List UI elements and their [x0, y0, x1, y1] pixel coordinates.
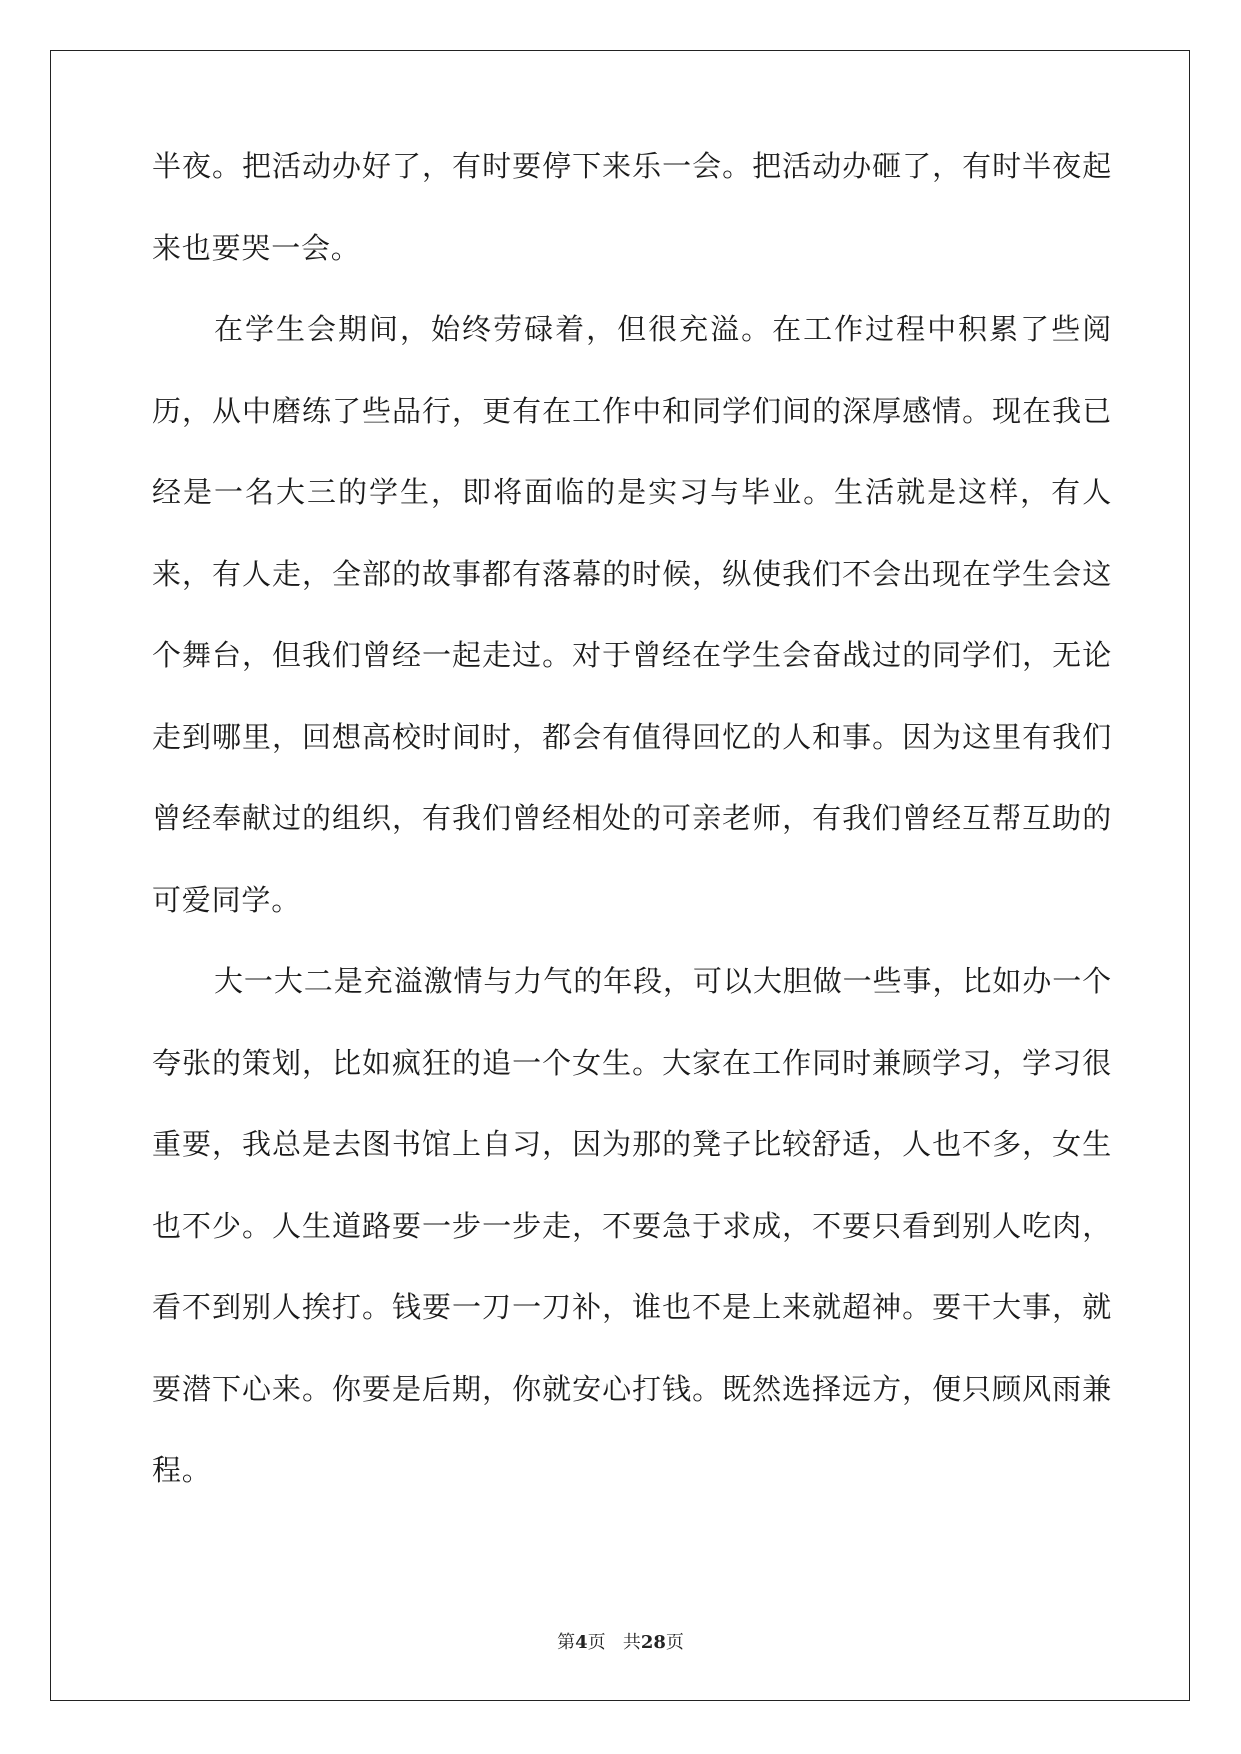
paragraph-3: 大一大二是充溢激情与力气的年段，可以大胆做一些事，比如办一个夸张的策划，比如疯狂的追一个女生。大家在工作同时兼顾学习，学习很重要，我总是去图书馆上自习，因为那的凳子比较舒适，人也不多，女生也不少。人生道路要一步一步走，不要急于求成，不要只看到别人吃肉，看不到别人挨打。钱要一刀一刀补，谁也不是上来就超神。要干大事，就要潜下心来。你要是后期，你就安心打钱。既然选择远方，便只顾风雨兼程。: [152, 964, 1112, 1487]
paragraph-1: 半夜。把活动办好了，有时要停下来乐一会。把活动办砸了，有时半夜起来也要哭一会。: [152, 149, 1112, 265]
page-footer: [0, 1628, 1241, 1654]
footer-total-pages: 28: [640, 1632, 666, 1653]
footer-prefix: 第: [557, 1632, 576, 1653]
footer-page-number: 4: [575, 1632, 588, 1653]
footer-total-suffix: 页: [665, 1632, 684, 1653]
footer-page-suffix: 页: [587, 1632, 606, 1653]
footer-total-prefix: 共: [622, 1632, 641, 1653]
paragraph-2: 在学生会期间，始终劳碌着，但很充溢。在工作过程中积累了些阅历，从中磨练了些品行，更有在工作中和同学们间的深厚感情。现在我已经是一名大三的学生，即将面临的是实习与毕业。生活就是这样，有人来，有人走，全部的故事都有落幕的时候，纵使我们不会出现在学生会这个舞台，但我们曾经一起走过。对于曾经在学生会奋战过的同学们，无论走到哪里，回想高校时间时，都会有值得回忆的人和事。因为这里有我们曾经奉献过的组织，有我们曾经相处的可亲老师，有我们曾经互帮互助的可爱同学。: [152, 312, 1112, 917]
document-body: [152, 0, 1112, 1512]
